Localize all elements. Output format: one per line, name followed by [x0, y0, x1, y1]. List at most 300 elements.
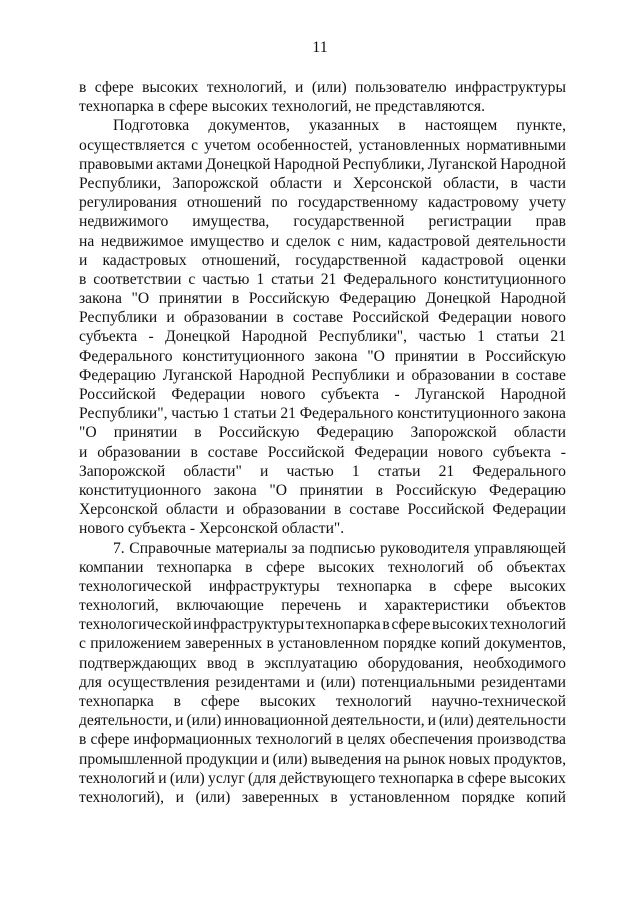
word: и	[270, 232, 280, 250]
word: Республики",	[318, 328, 408, 346]
text-line: нового субъекта - Херсонской области".	[79, 520, 345, 538]
word: прав	[535, 213, 566, 231]
word: государственной	[293, 213, 405, 231]
word: образовании	[242, 501, 326, 519]
word: в	[231, 290, 240, 308]
word: деятельности,	[331, 712, 425, 730]
word: субъекта	[320, 386, 380, 403]
text-line	[79, 577, 566, 596]
word: технопарка	[336, 577, 412, 595]
word: области	[513, 424, 566, 442]
text-line	[79, 289, 566, 308]
word: (или)	[169, 769, 205, 787]
word: Федерации	[492, 501, 566, 519]
word: включающие	[176, 597, 264, 615]
word: регистрации	[428, 213, 512, 231]
word: частью	[418, 328, 466, 346]
word: принятии	[158, 290, 223, 308]
word: сфере	[90, 731, 130, 749]
word: сфере	[467, 769, 507, 787]
word: оборудования,	[367, 654, 464, 672]
word: сделок	[285, 232, 331, 250]
word: кадастровых	[102, 251, 187, 269]
word: "О	[269, 481, 287, 499]
word: Российскую	[485, 347, 566, 365]
text-line	[79, 212, 566, 231]
text-line	[79, 654, 566, 673]
word: сфере	[391, 616, 431, 634]
word: и	[358, 597, 367, 615]
word: и	[295, 79, 304, 96]
word: пользователю	[355, 79, 447, 96]
word: инновационной	[224, 712, 329, 730]
word: -	[148, 328, 154, 346]
word: в	[336, 731, 344, 749]
word: (или)	[195, 788, 231, 806]
word: и	[259, 462, 269, 480]
word: настоящем	[425, 117, 498, 135]
word: кадастровому	[427, 194, 519, 212]
word: Подготовка	[113, 117, 190, 135]
word: заверенных	[185, 635, 263, 653]
word: конституционного	[443, 270, 566, 288]
word: высоких	[432, 616, 489, 634]
word: области	[269, 174, 323, 192]
word: эксплуатацию	[264, 654, 358, 672]
word: услуг	[208, 769, 245, 787]
word: ним,	[350, 232, 382, 250]
word: резидентами	[215, 673, 301, 691]
word: Херсонской	[352, 174, 432, 192]
word: 1	[222, 405, 231, 423]
word: 21	[320, 270, 337, 288]
word: и	[333, 174, 342, 192]
word: в	[246, 654, 255, 672]
word: документов,	[484, 635, 566, 653]
word: (для	[248, 769, 277, 787]
word: конституционного	[397, 405, 520, 423]
text-line	[79, 251, 566, 270]
text-line	[79, 673, 566, 692]
word: и	[158, 769, 167, 787]
word: -	[560, 443, 566, 461]
word: перечень	[281, 597, 342, 615]
word: Республики	[311, 366, 390, 384]
word: Донецкой	[205, 155, 271, 173]
word: Республики,	[342, 155, 425, 173]
word: (или)	[320, 673, 356, 691]
word: нормативными	[466, 136, 566, 154]
word: инфраструктуры	[193, 616, 305, 634]
word: "О	[131, 290, 150, 308]
word: технологий	[387, 558, 464, 576]
word: (или)	[186, 712, 222, 730]
word: Российскую	[248, 290, 330, 308]
word: образовании	[183, 309, 268, 327]
word: резидентами	[481, 673, 566, 691]
word: в	[375, 481, 384, 499]
word: порядке	[383, 635, 437, 653]
word: Российской	[352, 309, 430, 327]
text-line	[79, 750, 566, 769]
word: Российской	[267, 443, 345, 461]
word: указанных	[309, 117, 380, 135]
word: на	[384, 750, 400, 768]
text-line	[79, 136, 566, 155]
word: технологий	[335, 693, 412, 710]
word: Федерации	[354, 443, 429, 461]
word: Луганской	[162, 366, 233, 384]
word: Запорожской	[410, 424, 497, 442]
document-body	[79, 78, 566, 807]
word: высоких	[259, 693, 316, 710]
word: Народной	[241, 328, 308, 346]
word: технологий	[490, 616, 566, 634]
word: Запорожской	[79, 462, 166, 480]
word: с	[337, 232, 345, 250]
word: продукции	[185, 750, 258, 768]
word: 7.	[113, 539, 125, 557]
word: статьи	[233, 405, 277, 423]
text-line	[79, 443, 566, 462]
word: осуществления	[107, 673, 210, 691]
word: учетом	[204, 136, 251, 154]
word: нового	[520, 309, 566, 327]
word: Федерального	[79, 347, 173, 365]
word: пункте,	[516, 117, 566, 135]
word: порядке	[461, 788, 515, 806]
word: действующего	[279, 769, 376, 787]
word: Народной	[500, 290, 566, 308]
word: и	[79, 251, 88, 269]
text-line	[79, 423, 566, 442]
word: актами	[156, 155, 203, 173]
word: учету	[529, 194, 566, 212]
word: технологий,	[79, 597, 159, 615]
word: в	[276, 309, 284, 327]
word: руководителя	[379, 539, 470, 557]
text-line	[79, 116, 566, 135]
word: и	[79, 443, 88, 461]
word: Федерацию	[339, 290, 417, 308]
word: объектах	[506, 558, 566, 576]
word: в	[266, 635, 274, 653]
word: за	[291, 539, 305, 557]
word: Республики",	[79, 405, 168, 423]
text-line	[79, 193, 566, 212]
word: оценки	[518, 251, 566, 269]
word: научно-технической	[431, 693, 566, 710]
word: на	[79, 232, 95, 250]
word: в	[330, 788, 338, 806]
word: принятии	[113, 424, 178, 442]
word: сфере	[94, 79, 134, 96]
word: кадастровой	[421, 251, 504, 269]
word: закона	[213, 481, 257, 499]
word: и	[175, 788, 184, 806]
word: (или)	[438, 712, 474, 730]
word: и	[396, 366, 405, 384]
word: Луганской	[415, 386, 485, 403]
text-line	[79, 596, 566, 615]
word: Народной	[500, 155, 566, 173]
word: 1	[351, 462, 360, 480]
word: (или)	[311, 79, 347, 96]
text-line	[79, 788, 566, 807]
word: отношений,	[201, 251, 281, 269]
word: Федерацию	[316, 424, 394, 442]
word: Федерального	[299, 405, 394, 423]
word: Республики,	[79, 174, 162, 192]
word: технопарка	[305, 616, 381, 634]
word: Народной	[238, 366, 305, 384]
word: недвижимое	[100, 232, 184, 250]
word: составе	[349, 501, 400, 519]
word: области"	[183, 462, 242, 480]
word: в	[398, 117, 406, 135]
word: субъекта	[492, 443, 551, 461]
word: в	[194, 424, 202, 442]
word: новых	[448, 750, 491, 768]
text-line	[79, 481, 566, 500]
word: частью	[171, 405, 219, 423]
word: Российской	[79, 386, 156, 403]
word: копий	[440, 635, 481, 653]
word: сфере	[265, 558, 305, 576]
word: в	[173, 693, 182, 710]
word: в	[245, 558, 253, 576]
word: в	[79, 731, 87, 749]
word: Запорожской	[172, 174, 259, 192]
word: деятельности	[476, 712, 566, 730]
word: имущество	[190, 232, 265, 250]
word: характеристики	[384, 597, 489, 615]
word: конституционного	[79, 481, 202, 499]
word: об	[477, 558, 494, 576]
word: компании	[79, 558, 144, 576]
word: субъекта	[79, 328, 138, 346]
word: технологической	[79, 616, 192, 634]
word: информационных	[133, 731, 252, 749]
text-line	[79, 769, 566, 788]
word: потенциальными	[361, 673, 476, 691]
word: нового	[260, 386, 306, 403]
text-line	[79, 78, 566, 97]
text-line	[79, 270, 566, 289]
word: сфере	[453, 577, 493, 595]
word: и	[306, 673, 315, 691]
word: технологий),	[79, 788, 165, 806]
word: осуществляется	[79, 136, 185, 154]
word: Российской	[407, 501, 485, 519]
text-line	[79, 385, 566, 404]
word: образовании	[97, 443, 181, 461]
word: Народной	[500, 386, 566, 403]
word: государственной	[295, 251, 407, 269]
word: целях	[347, 731, 386, 749]
word: части	[529, 174, 566, 192]
word: заверенных	[241, 788, 319, 806]
word: 21	[438, 462, 455, 480]
word: правовыми	[79, 155, 154, 173]
word: технопарка	[156, 558, 232, 576]
word: конституционного	[182, 347, 305, 365]
word: деятельности,	[79, 712, 173, 730]
word: документов,	[208, 117, 290, 135]
word: закона	[523, 405, 566, 423]
word: деятельности	[476, 232, 566, 250]
word: государственному	[297, 194, 418, 212]
word: подтверждающих	[79, 654, 197, 672]
word: Федерацию	[488, 481, 566, 499]
word: сфере	[200, 693, 240, 710]
word: приложением	[90, 635, 181, 653]
word: высоких	[142, 79, 199, 96]
word: с	[188, 270, 196, 288]
word: статьи	[496, 328, 539, 346]
word: Донецкой	[165, 328, 231, 346]
text-line	[79, 366, 566, 385]
text-line	[79, 404, 566, 423]
word: области	[165, 501, 219, 519]
word: составе	[515, 366, 566, 384]
word: Народной	[273, 155, 340, 173]
word: и	[261, 750, 270, 768]
word: Федерального	[343, 270, 437, 288]
paragraph	[79, 539, 566, 808]
paragraph	[79, 116, 566, 538]
text-line	[79, 500, 566, 519]
word: статьи	[377, 462, 421, 480]
word: установленном	[349, 788, 451, 806]
word: и	[427, 712, 436, 730]
word: 21	[550, 328, 566, 346]
word: Российскую	[395, 481, 477, 499]
word: материалы	[215, 539, 288, 557]
word: "О	[367, 347, 385, 365]
word: обеспечения	[389, 731, 473, 749]
word: с	[79, 635, 86, 653]
word: особенностей,	[257, 136, 353, 154]
word: образовании	[411, 366, 495, 384]
word: 21	[280, 405, 296, 423]
word: -	[394, 386, 400, 403]
word: копий	[526, 788, 566, 806]
word: (или)	[272, 750, 308, 768]
text-line	[79, 174, 566, 193]
word: Справочные	[129, 539, 211, 557]
word: частью	[286, 462, 334, 480]
text-line	[79, 692, 566, 711]
word: объектов	[506, 597, 566, 615]
word: ввод	[206, 654, 237, 672]
text-line	[79, 634, 566, 653]
text-line	[79, 615, 566, 634]
word: принятии	[394, 347, 459, 365]
text-line: технопарка в сфере высоких технологий, не представляются.	[79, 98, 485, 116]
word: составе	[207, 443, 258, 461]
text-line	[79, 347, 566, 366]
word: управляющей	[474, 539, 566, 557]
word: 1	[477, 328, 485, 346]
word: Луганской	[427, 155, 498, 173]
word: высоких	[509, 577, 566, 595]
word: технологий,	[206, 79, 287, 96]
word: продуктов,	[493, 750, 566, 768]
word: установленном	[278, 635, 379, 653]
word: недвижимого	[79, 213, 169, 231]
word: 1	[256, 270, 265, 288]
word: отношений	[186, 194, 262, 212]
word: имущества,	[192, 213, 270, 231]
word: закона	[314, 347, 358, 365]
word: технологий	[255, 731, 332, 749]
word: в	[456, 769, 465, 787]
word: необходимого	[473, 654, 566, 672]
word: технологий	[79, 769, 155, 787]
word: в	[510, 174, 518, 192]
word: технопарка	[378, 769, 454, 787]
word: и	[166, 309, 175, 327]
word: Российскую	[218, 424, 300, 442]
word: принятии	[299, 481, 364, 499]
word: технопарка	[79, 693, 154, 710]
text-line	[79, 232, 566, 251]
word: производства	[477, 731, 566, 749]
text-line	[79, 558, 566, 577]
word: в	[501, 366, 510, 384]
word: технологической	[79, 577, 192, 595]
word: промышленной	[79, 750, 183, 768]
word: Федерального	[472, 462, 566, 480]
word: в	[468, 347, 476, 365]
word: рынок	[403, 750, 446, 768]
word: Республики	[79, 309, 158, 327]
word: по	[271, 194, 288, 212]
word: в	[79, 79, 87, 96]
text-line	[79, 730, 566, 749]
text-line	[79, 462, 566, 481]
word: в	[79, 270, 87, 288]
word: с	[191, 136, 199, 154]
word: в	[428, 577, 437, 595]
word: в	[190, 443, 198, 461]
word: инфраструктуры	[208, 577, 320, 595]
text-line	[79, 308, 566, 327]
word: и	[226, 501, 235, 519]
paragraph	[79, 78, 566, 116]
word: Федерации	[171, 386, 245, 403]
word: инфраструктуры	[455, 79, 566, 96]
word: установленных	[358, 136, 461, 154]
word: Федерацию	[79, 366, 156, 384]
page-number: 11	[312, 39, 328, 56]
word: частью	[202, 270, 250, 288]
word: статьи	[271, 270, 314, 288]
word: нового	[437, 443, 483, 461]
word: Федерации	[438, 309, 512, 327]
word: "О	[79, 424, 97, 442]
word: составе	[292, 309, 344, 327]
text-line	[79, 155, 566, 174]
word: соответствии	[93, 270, 182, 288]
word: высоких	[318, 558, 375, 576]
word: Херсонской	[79, 501, 158, 519]
word: и	[175, 712, 184, 730]
text-line	[79, 539, 566, 558]
word: высоких	[509, 769, 566, 787]
word: кадастровой	[387, 232, 471, 250]
